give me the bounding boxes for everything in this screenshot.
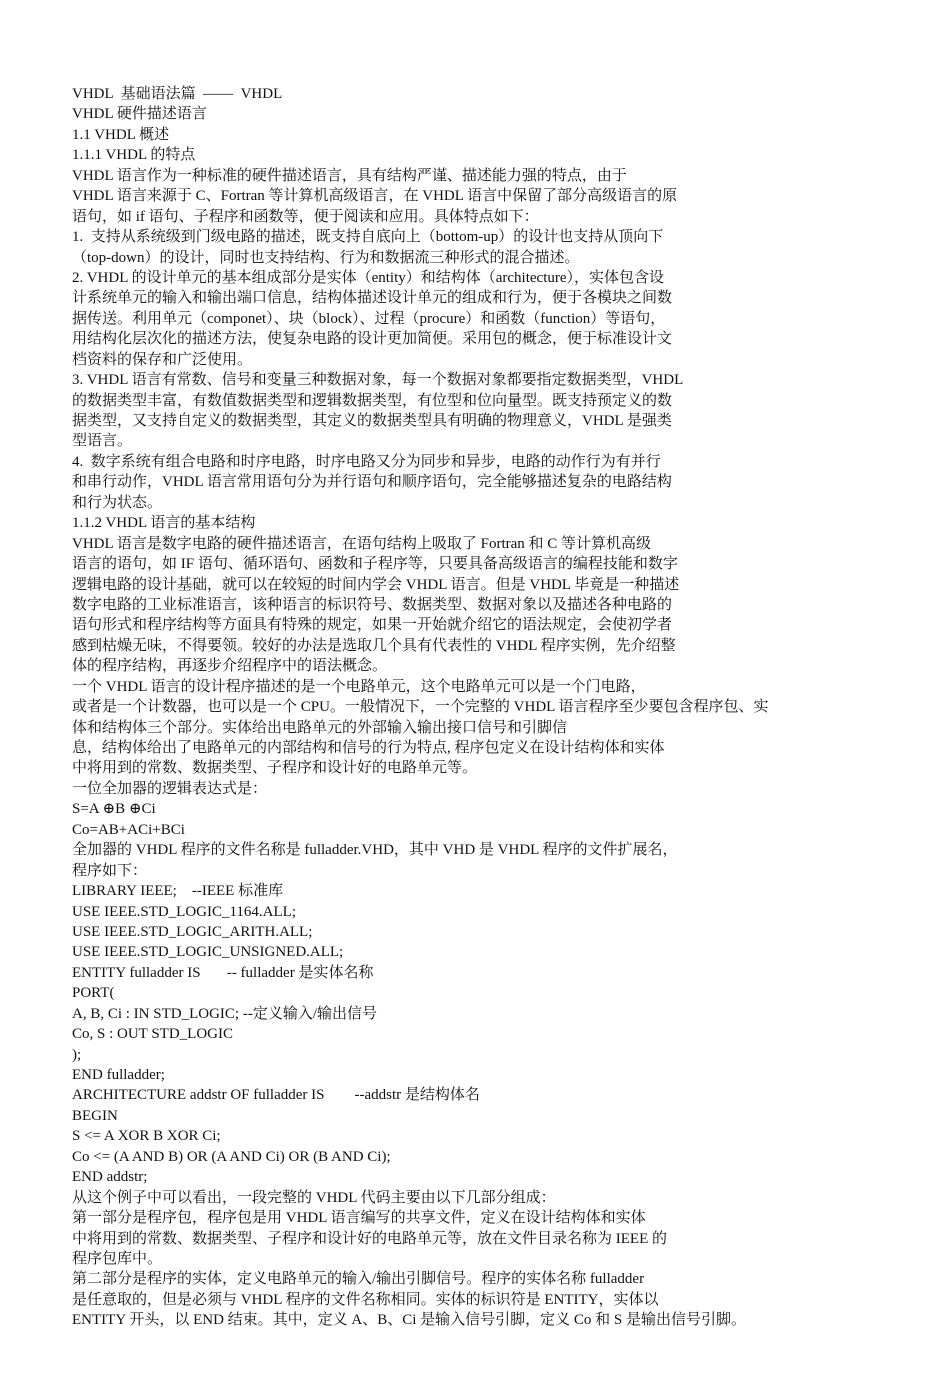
text-line: 中将用到的常数、数据类型、子程序和设计好的电路单元等。 [72,760,478,777]
text-line: 体和结构体三个部分。实体给出电路单元的外部输入输出接口信号和引脚信 [72,719,568,736]
text-line: 据类型，又支持自定义的数据类型，其定义的数据类型具有明确的物理意义，VHDL 是强类 [72,413,672,429]
text-line: 用结构化层次化的描述方法，使复杂电路的设计更加简便。采用包的概念，便于标准设计文 [72,331,673,348]
text-line: VHDL 语言作为一种标准的硬件描述语言，具有结构严谨、描述能力强的特点，由于 [72,167,627,184]
text-line: 一个 VHDL 语言的设计程序描述的是一个电路单元，这个电路单元可以是一个门电路， [72,678,646,695]
text-line: BEGIN [72,1107,118,1124]
text-line: USE IEEE.STD_LOGIC_UNSIGNED.ALL; [72,944,344,961]
text-line: 第二部分是程序的实体，定义电路单元的输入/输出引脚信号。程序的实体名称 fulladder [72,1271,645,1288]
text-line: Co <= (A AND B) OR (A AND Ci) OR (B AND Ci); [72,1148,391,1165]
text-line: USE IEEE.STD_LOGIC_1164.ALL; [72,903,297,920]
text-line: 和行为状态。 [72,494,163,511]
text-line: ARCHITECTURE addstr OF fulladder IS --addstr 是结构体名 [72,1087,480,1104]
text-line: S <= A XOR B XOR Ci; [72,1128,221,1145]
text-line: USE IEEE.STD_LOGIC_ARITH.ALL; [72,923,313,940]
text-line: （top-down）的设计，同时也支持结构、行为和数据流三种形式的混合描述。 [72,249,580,266]
text-line: PORT( [72,985,115,1002]
text-line: VHDL 语言来源于 C、Fortran 等计算机高级语言，在 VHDL 语言中保留了部分高级语言的原 [72,188,678,205]
text-line: 是任意取的，但是必须与 VHDL 程序的文件名称相同。实体的标识符是 ENTITY，实体以 [72,1291,659,1308]
text-line: S=A ⊕B ⊕Ci [72,801,156,818]
text-line: 1.1 VHDL 概述 [72,126,170,143]
text-line: Co, S : OUT STD_LOGIC [72,1026,233,1043]
text-line: 据传送。利用单元（componet）、块（block）、过程（procure）和函数（function）等语句， [72,310,666,327]
document-body [72,84,942,1331]
text-line: 和串行动作，VHDL 语言常用语句分为并行语句和顺序语句，完全能够描述复杂的电路结构 [72,474,672,491]
text-line: 2. VHDL 的设计单元的基本组成部分是实体（entity）和结构体（architecture），实体包含设 [72,269,665,286]
text-line: 或者是一个计数器，也可以是一个 CPU。一般情况下，一个完整的 VHDL 语言程序至少要包含程序包、实 [72,699,769,716]
text-line: 语句，如 if 语句、子程序和函数等，便于阅读和应用。具体特点如下： [72,208,539,225]
text-line: 逻辑电路的设计基础，就可以在较短的时间内学会 VHDL 语言。但是 VHDL 毕竟是一种描述 [72,576,680,593]
text-line: LIBRARY IEEE; --IEEE 标准库 [72,883,284,900]
text-line: END fulladder; [72,1067,165,1083]
text-line: VHDL 基础语法篇 —— VHDL [72,86,283,102]
text-line: 1.1.2 VHDL 语言的基本结构 [72,515,256,532]
text-line: END addstr; [72,1169,148,1186]
text-line: 档资料的保存和广泛使用。 [72,351,253,368]
text-line: 一位全加器的逻辑表达式是： [72,780,268,797]
text-line: Co=AB+ACi+BCi [72,821,185,838]
text-line: 息，结构体给出了电路单元的内部结构和信号的行为特点, 程序包定义在设计结构体和实体 [72,740,665,756]
text-line: 中将用到的常数、数据类型、子程序和设计好的电路单元等，放在文件目录名称为 IEEE 的 [72,1230,667,1247]
text-line: ); [72,1046,82,1063]
text-line: 型语言。 [72,433,133,450]
text-line: VHDL 硬件描述语言 [72,106,207,123]
text-line: 全加器的 VHDL 程序的文件名称是 fulladder.VHD，其中 VHD 是 VHDL 程序的文件扩展名， [72,842,678,859]
text-line: 4. 数字系统有组合电路和时序电路，时序电路又分为同步和异步，电路的动作行为有并行 [72,453,661,470]
text-line: 程序如下： [72,862,148,879]
text-line: 的数据类型丰富，有数值数据类型和逻辑数据类型，有位型和位向量型。既支持预定义的数 [72,392,673,409]
text-line: 语言的语句，如 IF 语句、循环语句、函数和子程序等，只要具备高级语言的编程技能和数字 [72,556,678,573]
text-line: VHDL 语言是数字电路的硬件描述语言，在语句结构上吸取了 Fortran 和 C 等计算机高级 [72,535,652,552]
text-line: 3. VHDL 语言有常数、信号和变量三种数据对象，每一个数据对象都要指定数据类型，VHDL [72,372,684,389]
text-line: 语句形式和程序结构等方面具有特殊的规定，如果一开始就介绍它的语法规定，会使初学者 [72,617,673,634]
text-line: 感到枯燥无味，不得要领。较好的办法是选取几个具有代表性的 VHDL 程序实例，先介绍整 [72,637,676,654]
text-line: 第一部分是程序包，程序包是用 VHDL 语言编写的共享文件，定义在设计结构体和实体 [72,1210,646,1227]
text-line: 从这个例子中可以看出，一段完整的 VHDL 代码主要由以下几部分组成： [72,1189,556,1206]
text-line: 计系统单元的输入和输出端口信息，结构体描述设计单元的组成和行为，便于各模块之间数 [72,290,673,307]
text-line: 体的程序结构，再逐步介绍程序中的语法概念。 [72,658,388,675]
text-line: 程序包库中。 [72,1250,163,1267]
text-line: ENTITY fulladder IS -- fulladder 是实体名称 [72,964,374,981]
text-line: 1. 支持从系统级到门级电路的描述，既支持自底向上（bottom-up）的设计也支持从顶向下 [72,229,664,246]
text-line: 1.1.1 VHDL 的特点 [72,147,196,164]
text-line: 数字电路的工业标准语言，该种语言的标识符号、数据类型、数据对象以及描述各种电路的 [72,596,673,613]
text-line: A, B, Ci : IN STD_LOGIC; --定义输入/输出信号 [72,1005,377,1022]
text-line: ENTITY 开头，以 END 结束。其中，定义 A、B、Ci 是输入信号引脚，定义 Co 和 S 是输出信号引脚。 [72,1312,747,1329]
